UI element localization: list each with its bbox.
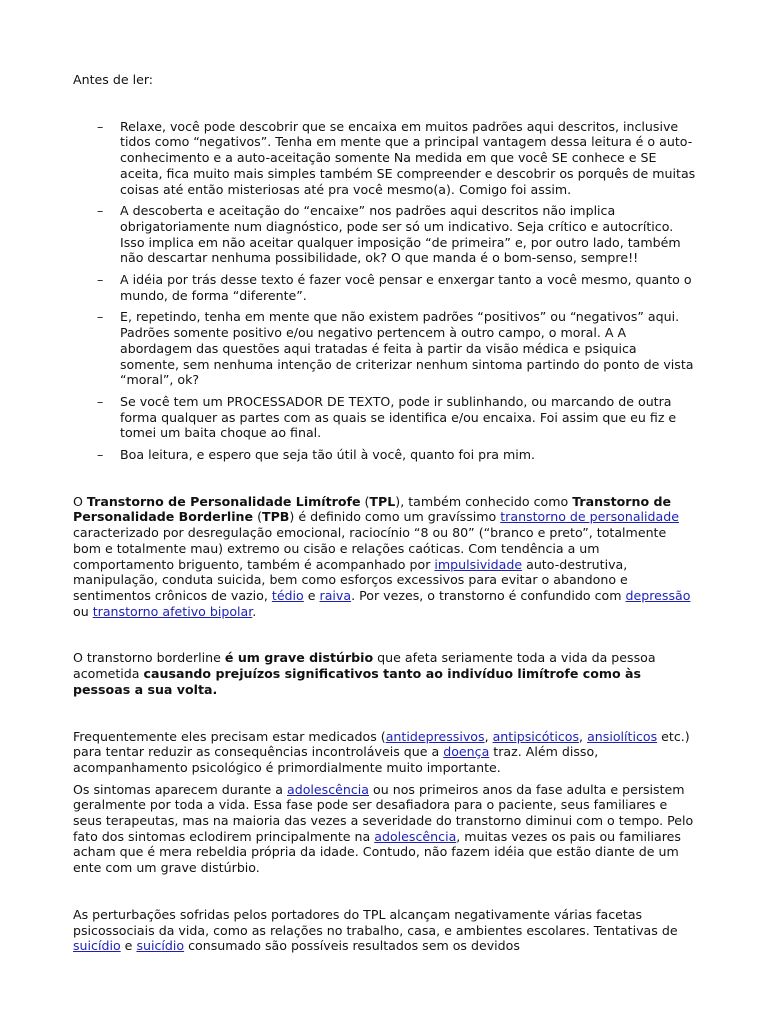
term-bold: Transtorno de Personalidade Limítrofe xyxy=(86,493,361,509)
advice-list xyxy=(73,119,698,463)
list-item-text: Relaxe, você pode descobrir que se encaixa em muitos padrões aqui descritos, inclusive tidos como “negativos”. Tenha em mente que a principal vantagem dessa leitura é o auto-conhecimento e a auto-aceitação somente Na medida em que você SE conhece e SE aceita, fica muito mais simples também SE compreender e descobrir os porquês de muitas coisas até então misteriosas até pra você mesmo(a). Comigo foi assim. xyxy=(120,118,696,197)
dash-marker: – xyxy=(97,393,104,409)
dash-marker: – xyxy=(97,447,104,463)
text-run: traz. Além disso, acompanhamento psicológico é primordialmente muito importante. xyxy=(73,744,599,775)
emphasis-bold: é um grave distúrbio xyxy=(224,650,374,666)
list-item xyxy=(73,119,698,198)
link-suicidio[interactable]: suicídio xyxy=(136,938,185,954)
text-run: , xyxy=(579,728,588,744)
symptoms-paragraph xyxy=(73,782,698,876)
link-impulsividade[interactable]: impulsividade xyxy=(434,556,523,572)
list-item-text: A descoberta e aceitação do “encaixe” nos padrões aqui descritos não implica obrigatoriamente num diagnóstico, pode ser só um indicativo. Seja crítico e autocrítico. Isso implica em não aceitar qualquer imposição “de primeira” e, por outro lado, também não descartar nenhuma possibilidade, ok? O que manda é o bom-senso, sempre!! xyxy=(120,203,681,266)
dash-marker: – xyxy=(97,118,104,134)
text-run: ou nos primeiros anos da fase adulta e persistem geralmente por toda a vida. Essa fase pode ser desafiadora para o paciente, seus familiares e seus terapeutas, mas na maioria das vezes a severidade do transtorno diminui com o tempo. Pelo fato dos sintomas eclodirem principalmente na xyxy=(73,781,694,844)
link-depressao[interactable]: depressão xyxy=(625,587,691,603)
text-run: consumado são possíveis resultados sem os devidos xyxy=(184,938,520,954)
link-transtorno-afetivo-bipolar[interactable]: transtorno afetivo bipolar xyxy=(92,603,253,619)
list-item-text: E, repetindo, tenha em mente que não existem padrões “positivos” ou “negativos” aqui. Padrões somente positivo e/ou negativo pertencem à outro campo, o moral. A A abordagem das questões aqui tratadas é feita à partir da visão médica e psiquica somente, sem nenhuma intenção de criterizar nenhum sintoma partindo do ponto de vista “moral”, ok? xyxy=(120,309,694,388)
list-item xyxy=(73,203,698,266)
severity-paragraph xyxy=(73,650,698,697)
link-tedio[interactable]: tédio xyxy=(271,587,304,603)
link-raiva[interactable]: raiva xyxy=(319,587,352,603)
text-run: e xyxy=(303,587,320,603)
dash-marker: – xyxy=(97,272,104,288)
term-bold: TPL xyxy=(369,493,396,509)
list-item xyxy=(73,447,698,463)
list-item-text: Boa leitura, e espero que seja tão útil à você, quanto foi pra mim. xyxy=(120,447,536,463)
text-run: ( xyxy=(253,509,262,525)
link-adolescencia[interactable]: adolescência xyxy=(287,781,370,797)
text-run: , muitas vezes os pais ou familiares acham que é mera rebeldia própria da idade. Contudo, não fazem idéia que estão diante de um ente com um grave distúrbio. xyxy=(73,828,681,876)
term-bold: TPB xyxy=(261,509,290,525)
text-run: que afeta seriamente toda a vida da pessoa acometida xyxy=(73,650,656,682)
link-antipsicoticos[interactable]: antipsicóticos xyxy=(492,728,580,744)
text-run: etc.) para tentar reduzir as consequências incontroláveis que a xyxy=(73,728,690,760)
list-item-text: A idéia por trás desse texto é fazer você pensar e enxergar tanto a você mesmo, quanto o mundo, de forma “diferente”. xyxy=(120,272,692,303)
text-run: Os sintomas aparecem durante a xyxy=(73,781,287,797)
text-run: auto-destrutiva, manipulação, conduta suicida, bem como esforços excessivos para evitar o abandono e sentimentos crônicos de vazio, xyxy=(73,556,628,603)
impact-paragraph xyxy=(73,907,698,954)
text-run: caracterizado por desregulação emocional, raciocínio “8 ou 80” (“branco e preto”, totalmente bom e totalmente mau) extremo ou cisão e relações caóticas. Com tendência a um comportamento briguento, também é acompanhado por xyxy=(73,525,667,572)
text-run: ) é definido como um gravíssimo xyxy=(289,509,501,525)
link-suicidio[interactable]: suicídio xyxy=(73,938,121,954)
list-item xyxy=(73,272,698,303)
term-bold: Transtorno de Personalidade Borderline xyxy=(73,493,672,525)
text-run: ou xyxy=(73,603,93,619)
link-antidepressivos[interactable]: antidepressivos xyxy=(385,728,485,744)
medication-paragraph xyxy=(73,729,698,776)
text-run: ), também conhecido como xyxy=(395,493,573,509)
link-doenca[interactable]: doença xyxy=(443,744,490,760)
link-adolescencia[interactable]: adolescência xyxy=(374,828,457,844)
text-run: O xyxy=(73,493,87,509)
text-run: As perturbações sofridas pelos portadores do TPL alcançam negativamente várias facetas psicossociais da vida, como as relações no trabalho, casa, e ambientes escolares. Tentativas de xyxy=(73,906,678,938)
link-ansioliticos[interactable]: ansiolíticos xyxy=(587,728,658,744)
text-run: . Por vezes, o transtorno é confundido com xyxy=(351,587,626,603)
list-item xyxy=(73,309,698,388)
definition-paragraph xyxy=(73,494,698,620)
list-item xyxy=(73,394,698,441)
list-item-text: Se você tem um PROCESSADOR DE TEXTO, pode ir sublinhando, ou marcando de outra forma qualquer as partes com as quais se identifica e/ou encaixa. Foi assim que eu fiz e tomei um baita choque ao final. xyxy=(120,393,677,441)
text-run: . xyxy=(252,603,257,619)
dash-marker: – xyxy=(97,203,104,219)
document-page xyxy=(73,72,698,970)
text-run: Frequentemente eles precisam estar medicados ( xyxy=(73,728,386,744)
text-run: e xyxy=(120,938,137,954)
text-run: ( xyxy=(360,493,370,509)
dash-marker: – xyxy=(97,309,104,325)
emphasis-bold: causando prejuízos significativos tanto ao indivíduo limítrofe como às pessoas a sua volta. xyxy=(73,666,642,697)
link-transtorno-de-personalidade[interactable]: transtorno de personalidade xyxy=(500,509,679,525)
intro-heading: Antes de ler: xyxy=(73,72,154,87)
text-run: O transtorno borderline xyxy=(73,650,225,666)
text-run: , xyxy=(484,728,493,744)
